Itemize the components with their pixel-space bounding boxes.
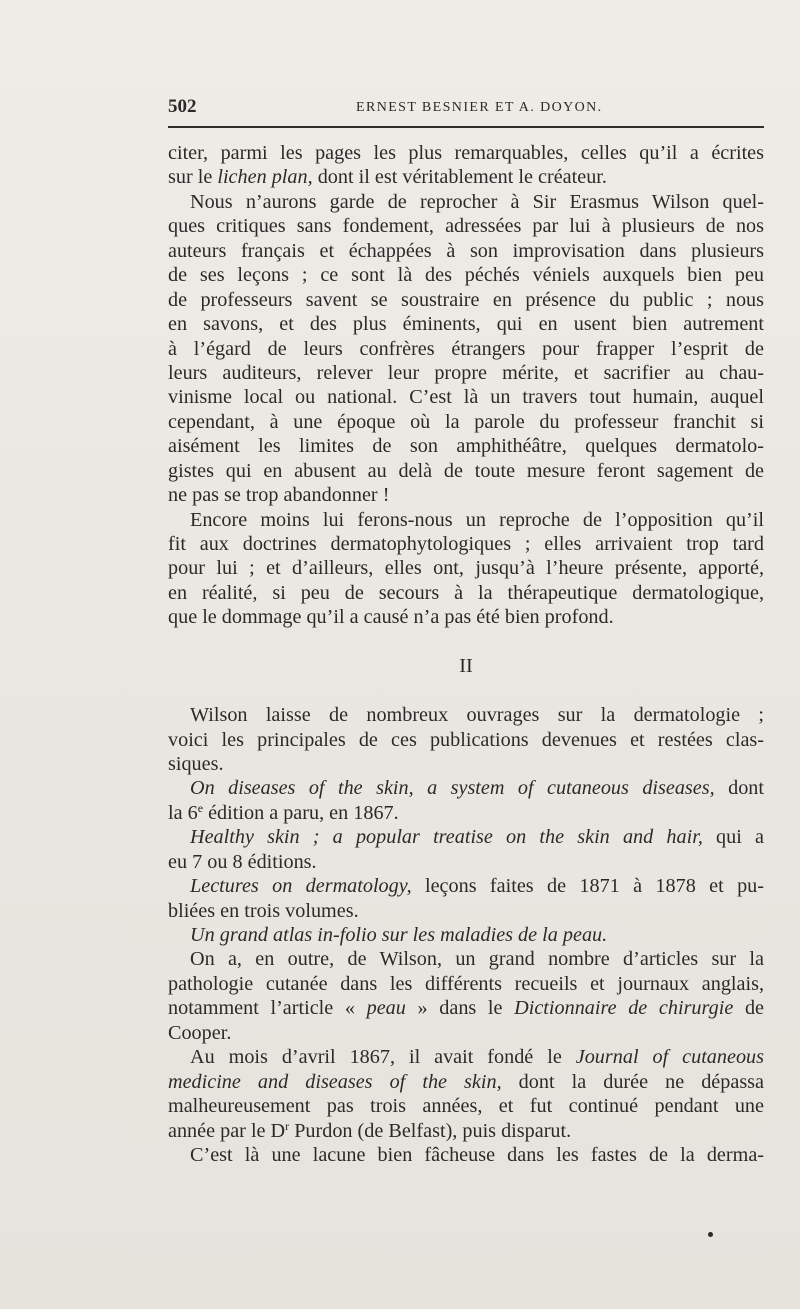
section-spacer [168,630,764,654]
ink-speck [708,1232,713,1237]
text-line: fit aux doctrines dermatophytologiques ; elles arrivaient trop tard [168,533,764,555]
header-rule [168,126,764,128]
book-title: Healthy skin ; a popular treatise on the skin and hair, [190,826,703,849]
text-line: vinisme local ou national. C’est là un travers tout humain, auquel [168,386,764,409]
text-line: Cooper. [168,1021,232,1044]
publication-entry: Lectures on dermatology, leçons faites de 1871 à 1878 et pu- [190,875,764,898]
text-line: ne pas se trop abandonner ! [168,484,390,507]
page-number: 502 [168,96,197,117]
text-line: en réalité, si peu de secours à la thérapeutique dermatologique, [168,581,764,604]
paragraph-start: Nous n’aurons garde de reprocher à Sir Erasmus Wilson quel- [190,190,764,213]
text-line: leurs auditeurs, relever leur propre mérite, et sacrifier au chau- [168,361,764,384]
running-head [168,96,764,120]
text-line: sur le lichen plan, dont il est véritablement le créateur. [168,166,607,189]
publication-entry: Healthy skin ; a popular treatise on the skin and hair, qui a [190,826,764,849]
text-line: pour lui ; et d’ailleurs, elles ont, jusqu’à l’heure présente, apporté, [168,557,764,580]
section-spacer [168,679,764,703]
body-text [168,141,764,1167]
italic-term: lichen plan, [217,166,313,189]
text-line: aisément les limites de son amphithéâtre, quelques dermatolo- [168,435,764,458]
text-line: ques critiques sans fondement, adressées par lui à plusieurs de nos [168,215,764,238]
text-line: en savons, et des plus éminents, qui en usent bien autrement [168,313,764,336]
text-line: année par le $D^r$ Purdon (de Belfast), puis disparut. [168,1118,572,1142]
paragraph-start: Encore moins lui ferons-nous un reproche de l’opposition qu’il [190,508,764,531]
book-title: On diseases of the skin, a system of cutaneous diseases, [190,777,715,800]
section-heading: II [459,655,473,678]
text-line: siques. [168,752,224,775]
text-line: pathologie cutanée dans les différents recueils et journaux anglais, [168,972,764,995]
text-line: la 6e édition a paru, en 1867. [168,800,399,824]
book-title: Lectures on dermatology, [190,875,412,898]
text-line: que le dommage qu’il a causé n’a pas été bien profond. [168,606,614,629]
publication-entry: On diseases of the skin, a system of cutaneous diseases, dont [190,777,765,800]
paragraph-start: C’est là une lacune bien fâcheuse dans les fastes de la derma- [190,1143,764,1166]
text-line: eu 7 ou 8 éditions. [168,850,317,873]
paragraph-start: Wilson laisse de nombreux ouvrages sur la dermatologie ; [190,704,764,727]
text-line: medicine and diseases of the skin, dont la durée ne dépassa [168,1070,764,1093]
text-line: à l’égard de leurs confrères étrangers pour frapper l’esprit de [168,337,764,360]
text-line: de professeurs savent se soustraire en présence du public ; nous [168,288,764,311]
text-line: auteurs français et échappées à son improvisation dans plusieurs [168,239,764,262]
paragraph-start: Au mois d’avril 1867, il avait fondé le Journal of cutaneous [190,1046,765,1069]
text-line: gistes qui en abusent au delà de toute mesure feront sagement de [168,459,764,482]
running-title: ERNEST BESNIER ET A. DOYON. [356,100,603,115]
paragraph-start: On a, en outre, de Wilson, un grand nombre d’articles sur la [190,948,764,971]
text-line: cependant, à une époque où la parole du professeur franchit si [168,410,764,433]
publication-entry [168,923,764,947]
text-line: voici les principales de ces publications devenues et restées clas- [168,728,764,751]
text-line: citer, parmi les pages les plus remarquables, celles qu’il a écrites [168,142,764,164]
text-line: malheureusement pas trois années, et fut continué pendant une [168,1095,764,1118]
text-line: notamment l’article « peau » dans le Dictionnaire de chirurgie de [168,997,764,1020]
book-title: Un grand atlas in-folio sur les maladies de la peau. [190,924,608,946]
text-line: bliées en trois volumes. [168,899,359,922]
text-line: de ses leçons ; ce sont là des péchés véniels auxquels bien peu [168,264,764,287]
